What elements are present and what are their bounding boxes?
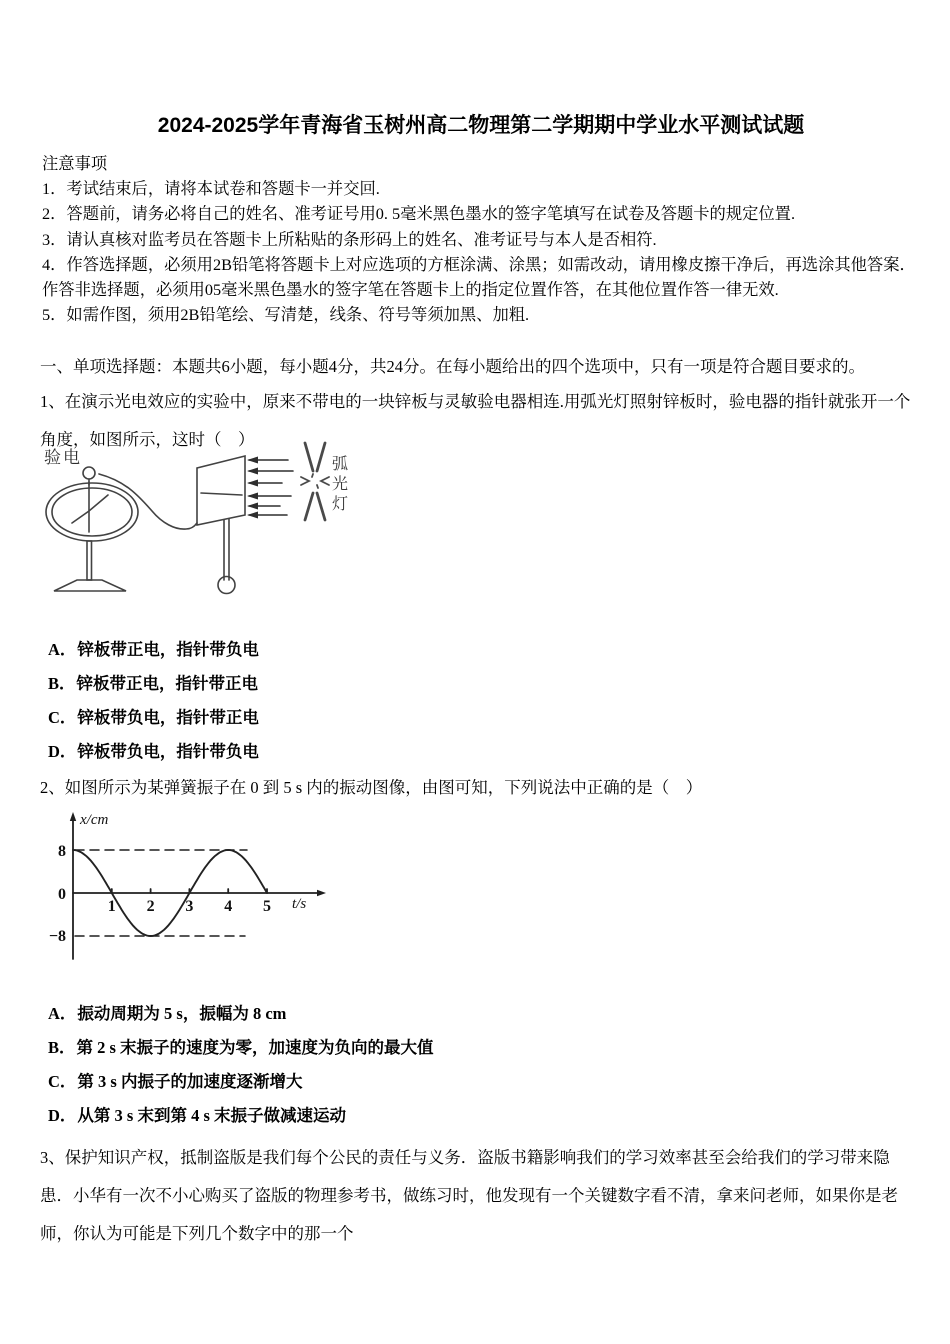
- q1-option-b: [48, 673, 922, 695]
- notice-item-3: 3．请认真核对监考员在答题卡上所粘贴的条形码上的姓名、准考证号与本人是否相符.: [42, 229, 657, 249]
- electroscope-needle: [72, 495, 108, 523]
- notice-heading: 注意事项: [42, 154, 108, 173]
- option-text: 从第 3 s 末到第 4 s 末振子做减速运动: [77, 1105, 347, 1125]
- arc-lamp-icon: [301, 443, 329, 520]
- electroscope-stand: [87, 541, 92, 580]
- question-1-options: [40, 639, 922, 763]
- light-ray-arrows: [247, 456, 293, 518]
- notice-item-2: 2．答题前，请务必将自己的姓名、准考证号用0. 5毫米黑色墨水的签字笔填写在试卷及答题卡的规定位置.: [42, 204, 796, 224]
- electroscope-dial-outer: [46, 483, 138, 541]
- option-label: D．: [48, 741, 77, 761]
- q2-option-a: [48, 1003, 922, 1025]
- electroscope-label: 验电: [44, 447, 82, 467]
- option-text: 锌板带负电，指针带负电: [77, 741, 259, 761]
- y-axis-unit-label: x/cm: [80, 811, 109, 828]
- x-tick-label-5: 5: [263, 897, 271, 915]
- x-tick-label-4: 4: [224, 897, 233, 915]
- spark-icon: [301, 474, 329, 488]
- q1-option-d: [48, 741, 922, 763]
- option-text: 锌板带负电，指针带正电: [77, 707, 259, 727]
- question-2-text: 2、如图所示为某弹簧振子在 0 到 5 s 内的振动图像，由图可知，下列说法中正确的是（ ）: [40, 777, 703, 797]
- arc-lamp-label-1: 弧: [331, 455, 349, 473]
- notice-item-1: 1．考试结束后，请将本试卷和答题卡一并交回.: [42, 179, 380, 198]
- connecting-wire: [99, 474, 197, 529]
- page-title: 2024-2025学年青海省玉树州高二物理第二学期期中学业水平测试试题: [157, 114, 805, 137]
- option-label: B．: [48, 1037, 76, 1057]
- x-tick-label-3: 3: [185, 897, 194, 915]
- x-axis-arrow: [317, 890, 326, 896]
- zinc-plate: [197, 456, 245, 525]
- option-text: 振动周期为 5 s，振幅为 8 cm: [77, 1003, 287, 1023]
- electroscope-knob: [83, 467, 95, 479]
- option-text: 第 3 s 内振子的加速度逐渐增大: [77, 1071, 303, 1091]
- option-text: 锌板带正电，指针带负电: [77, 639, 259, 659]
- question-1-text: 1、在演示光电效应的实验中，原来不带电的一块锌板与灵敏验电器相连.用弧光灯照射锌板时，验电器的指针就张开一个角度，如图所示，这时（ ）: [40, 391, 911, 449]
- plate-stand-base: [218, 576, 235, 593]
- option-label: D．: [48, 1105, 77, 1125]
- option-text: 第 2 s 末振子的速度为零，加速度为负向的最大值: [76, 1037, 434, 1057]
- q2-option-b: [48, 1037, 922, 1059]
- q2-option-d: [48, 1105, 922, 1127]
- electroscope-dial-inner: [52, 488, 132, 536]
- option-label: C．: [48, 707, 77, 727]
- zinc-plate-figure: [197, 456, 245, 594]
- y-tick-label-neg8: −8: [48, 927, 66, 945]
- notice-item-4: 4．作答选择题，必须用2B铅笔将答题卡上对应选项的方框涂满、涂黑；如需改动，请用橡皮擦干净后，再选涂其他答案．作答非选择题，必须用05毫米黑色墨水的签字笔在答题卡上的指定位置作答，在其他位置作答一律无效.: [42, 254, 916, 300]
- y-tick-label-8: 8: [58, 842, 66, 860]
- x-tick-label-1: 1: [107, 897, 116, 915]
- electroscope-base: [54, 580, 126, 591]
- option-label: A．: [48, 639, 77, 659]
- question-3-text: 3、保护知识产权，抵制盗版是我们每个公民的责任与义务．盗版书籍影响我们的学习效率甚至会给我们的学习带来隐患．小华有一次不小心购买了盗版的物理参考书，做练习时，他发现有一个关键数字看不清，拿来问老师，如果你是老师，你认为可能是下列几个数字中的那一个: [40, 1147, 898, 1243]
- x-tick-label-2: 2: [146, 897, 155, 915]
- notice-item-5: 5．如需作图，须用2B铅笔绘、写清楚，线条、符号等须加黑、加粗.: [42, 305, 530, 325]
- option-label: B．: [48, 673, 76, 693]
- displacement-time-graph: [30, 809, 360, 979]
- section-heading: 一、单项选择题：本题共6小题，每小题4分，共24分。在每小题给出的四个选项中，只有一项是符合题目要求的。: [40, 356, 865, 376]
- arc-lamp-label-2: 光: [331, 475, 349, 493]
- q1-option-a: [48, 639, 922, 661]
- q1-option-c: [48, 707, 922, 729]
- option-label: A．: [48, 1003, 77, 1023]
- arc-lamp-label-3: 灯: [331, 495, 349, 513]
- y-tick-label-0: 0: [58, 885, 66, 903]
- question-2-options: [40, 1003, 922, 1127]
- x-axis-unit-label: t/s: [292, 895, 307, 912]
- q2-option-c: [48, 1071, 922, 1093]
- option-text: 锌板带正电，指针带正电: [76, 673, 259, 693]
- y-axis-arrow: [70, 812, 76, 821]
- option-label: C．: [48, 1071, 77, 1091]
